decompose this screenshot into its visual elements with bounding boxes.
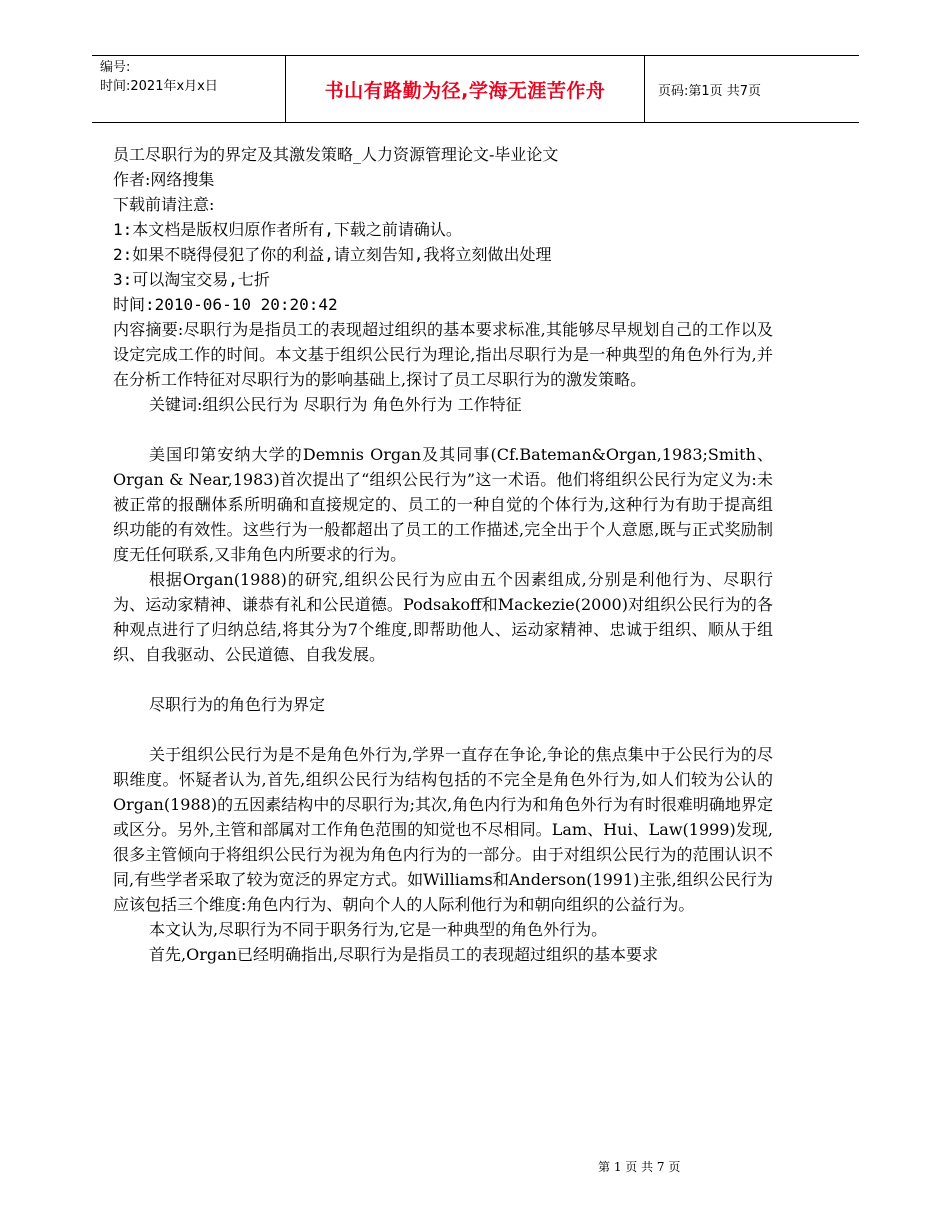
paragraph-5: 首先,Organ已经明确指出,尽职行为是指员工的表现超过组织的基本要求 bbox=[149, 945, 659, 964]
abstract: 内容摘要:尽职行为是指员工的表现超过组织的基本要求标准,其能够尽早规划自己的工作以及设定完成工作的时间。本文基于组织公民行为理论,指出尽职行为是一种典型的角色外行为,并在分析工作特征对尽职行为的影响基础上,探讨了员工尽职行为的激发策略。 bbox=[113, 320, 773, 389]
doc-time: 时间:2010-06-10 20:20:42 bbox=[113, 295, 338, 314]
header-motto-cell bbox=[285, 56, 645, 122]
notice-heading: 下载前请注意: bbox=[113, 195, 215, 214]
paragraph-2: 根据Organ(1988)的研究,组织公民行为应由五个因素组成,分别是利他行为、尽职行为、运动家精神、谦恭有礼和公民道德。Podsakoff和Mackezie(2000)对组织公民行为的各种观点进行了归纳总结,将其分为7个维度,即帮助他人、运动家精神、忠诚于组织、顺从于组织、自我驱动、公民道德、自我发展。 bbox=[113, 570, 773, 664]
notice-item-3: 3:可以淘宝交易,七折 bbox=[113, 270, 270, 289]
keywords: 关键词:组织公民行为 尽职行为 角色外行为 工作特征 bbox=[149, 395, 522, 414]
section-title: 尽职行为的角色行为界定 bbox=[149, 695, 326, 714]
notice-item-2: 2:如果不晓得侵犯了你的利益,请立刻告知,我将立刻做出处理 bbox=[113, 245, 552, 264]
paragraph-4: 本文认为,尽职行为不同于职务行为,它是一种典型的角色外行为。 bbox=[149, 920, 608, 939]
header-table bbox=[92, 55, 859, 123]
page-label: 页码:第1页 共7页 bbox=[658, 83, 762, 99]
doc-title: 员工尽职行为的界定及其激发策略_人力资源管理论文-毕业论文 bbox=[113, 145, 559, 164]
doc-author: 作者:网络搜集 bbox=[113, 170, 215, 189]
page-footer: 第 1 页 共 7 页 bbox=[598, 1160, 681, 1174]
paragraph-3: 关于组织公民行为是不是角色外行为,学界一直存在争论,争论的焦点集中于公民行为的尽职维度。怀疑者认为,首先,组织公民行为结构包括的不完全是角色外行为,如人们较为公认的Organ(1988)的五因素结构中的尽职行为;其次,角色内行为和角色外行为有时很难明确地界定或区分。另外,主管和部属对工作角色范围的知觉也不尽相同。Lam、Hui、Law(1999)发现,很多主管倾向于将组织公民行为视为角色内行为的一部分。由于对组织公民行为的范围认识不同,有些学者采取了较为宽泛的界定方式。如Williams和Anderson(1991)主张,组织公民行为应该包括三个维度:角色内行为、朝向个人的人际利他行为和朝向组织的公益行为。 bbox=[113, 745, 773, 914]
document-body bbox=[113, 142, 773, 967]
paragraph-1: 美国印第安纳大学的Demnis Organ及其同事(Cf.Bateman&Organ,1983;Smith、Organ & Near,1983)首次提出了“组织公民行为”这一术语。他们将组织公民行为定义为:未被正常的报酬体系所明确和直接规定的、员工的一种自觉的个体行为,这种行为有助于提高组织功能的有效性。这些行为一般都超出了员工的工作描述,完全出于个人意愿,既与正式奖励制度无任何联系,又非角色内所要求的行为。 bbox=[113, 445, 773, 564]
header-meta bbox=[100, 58, 280, 96]
number-label: 编号: bbox=[100, 60, 131, 75]
motto: 书山有路勤为径,学海无涯苦作舟 bbox=[324, 79, 606, 102]
notice-item-1: 1:本文档是版权归原作者所有,下载之前请确认。 bbox=[113, 220, 462, 239]
header-page-cell bbox=[658, 56, 761, 122]
time-label: 时间:2021年x月x日 bbox=[100, 79, 218, 94]
